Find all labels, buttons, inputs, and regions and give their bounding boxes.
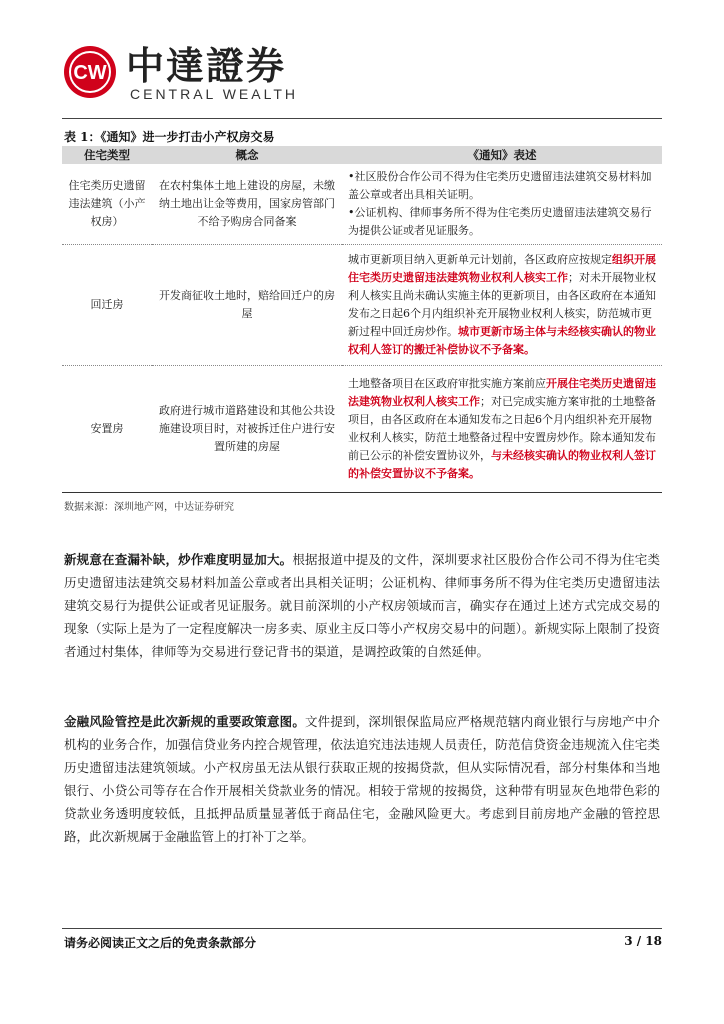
row-statement xyxy=(342,245,662,366)
statement-highlight: 与未经核实确认的物业权利人签订的补偿安置协议不予备案。 xyxy=(348,449,656,480)
page-header xyxy=(62,40,662,112)
statement-text: ；对未开展物业权利人核实且尚未确认实施主体的更新项目，由各区政府在本通知发布之日起6个月内组织补充开展物业权利人核实，防范城市更新过程中回迁房炒作。 xyxy=(348,271,656,338)
statement-text: 城市更新项目纳入更新单元计划前，各区政府应按规定 xyxy=(348,253,612,266)
statement-highlight: 开展住宅类历史遗留违法建筑物业权利人核实工作 xyxy=(348,377,656,408)
paragraph-body: 文件提到，深圳银保监局应严格规范辖内商业银行与房地产中介机构的业务合作，加强信贷业务内控合规管理，依法追究违法违规人员责任，防范信贷资金违规流入住宅类历史遗留违法建筑领域。小产权房虽无法从银行获取正规的按揭贷款，但从实际情况看，部分村集体和当地银行、小贷公司等存在合作开展相关贷款业务的情况。相较于常规的按揭贷，这种带有明显灰色地带色彩的贷款业务透明度较低，且抵押品质量显著低于商品住宅，金融风险更大。考虑到目前房地产金融的管控思路，此次新规属于金融监管上的打补丁之举。 xyxy=(64,714,660,844)
row-statement xyxy=(342,366,662,493)
page-number: 3 / 18 xyxy=(624,934,662,948)
table-source: 数据来源：深圳地产网，中达证券研究 xyxy=(64,502,234,513)
header-divider xyxy=(62,118,662,119)
policy-table xyxy=(62,146,662,493)
table-row xyxy=(62,245,662,366)
brand-name-cn: 中達證券 xyxy=(126,44,287,88)
paragraph-lead: 新规意在查漏补缺，炒作难度明显加大。 xyxy=(64,552,293,567)
statement-highlight: 城市更新市场主体与未经核实确认的物业权利人签订的搬迁补偿协议不予备案。 xyxy=(348,325,656,356)
header-statement: 《通知》表述 xyxy=(342,146,662,164)
statement-text: 土地整备项目在区政府审批实施方案前应 xyxy=(348,377,546,390)
footer-disclaimer: 请务必阅读正文之后的免责条款部分 xyxy=(64,936,257,950)
table-title: 表 1：《通知》进一步打击小产权房交易 xyxy=(64,130,275,144)
central-wealth-logo xyxy=(62,44,118,100)
row-concept: 开发商征收土地时，赔给回迁户的房屋 xyxy=(152,245,342,366)
row-type: 住宅类历史遗留违法建筑（小产权房） xyxy=(62,164,152,245)
paragraph-lead: 金融风险管控是此次新规的重要政策意图。 xyxy=(64,714,305,729)
logo-text: CW xyxy=(73,62,107,84)
row-statement xyxy=(342,164,662,245)
paragraph xyxy=(64,548,660,663)
row-concept: 政府进行城市道路建设和其他公共设施建设项目时，对被拆迁住户进行安置所建的房屋 xyxy=(152,366,342,493)
table-row xyxy=(62,366,662,493)
row-concept: 在农村集体土地上建设的房屋，未缴纳土地出让金等费用，国家房管部门不给予购房合同备案 xyxy=(152,164,342,245)
statement-highlight: 组织开展住宅类历史遗留违法建筑物业权利人核实工作 xyxy=(348,253,656,284)
statement-text: ；对已完成实施方案审批的土地整备项目，由各区政府在本通知发布之日起6个月内组织补充开展物业权利人核实，防范土地整备过程中安置房炒作。除本通知发布前已公示的补偿安置协议外， xyxy=(348,395,656,462)
table-row xyxy=(62,164,662,245)
row-type: 安置房 xyxy=(62,366,152,493)
header-concept: 概念 xyxy=(152,146,342,164)
statement-bullet: •公证机构、律师事务所不得为住宅类历史遗留违法建筑交易行为提供公证或者见证服务。 xyxy=(348,206,652,237)
paragraph-body: 根据报道中提及的文件，深圳要求社区股份合作公司不得为住宅类历史遗留违法建筑交易材料加盖公章或者出具相关证明；公证机构、律师事务所不得为住宅类历史遗留违法建筑交易行为提供公证或者见证服务。就目前深圳的小产权房领域而言，确实存在通过上述方式完成交易的现象（实际上是为了一定程度解决一房多卖、原业主反口等小产权房交易中的问题）。新规实际上限制了投资者通过村集体，律师等为交易进行登记背书的渠道，是调控政策的自然延伸。 xyxy=(64,552,660,659)
paragraph xyxy=(64,710,660,848)
brand-name-en: CENTRAL WEALTH xyxy=(130,86,299,102)
footer-divider xyxy=(62,928,662,929)
table-header-row xyxy=(62,146,662,164)
row-type: 回迁房 xyxy=(62,245,152,366)
statement-bullet: •社区股份合作公司不得为住宅类历史遗留违法建筑交易材料加盖公章或者出具相关证明。 xyxy=(348,170,652,201)
header-type: 住宅类型 xyxy=(62,146,152,164)
